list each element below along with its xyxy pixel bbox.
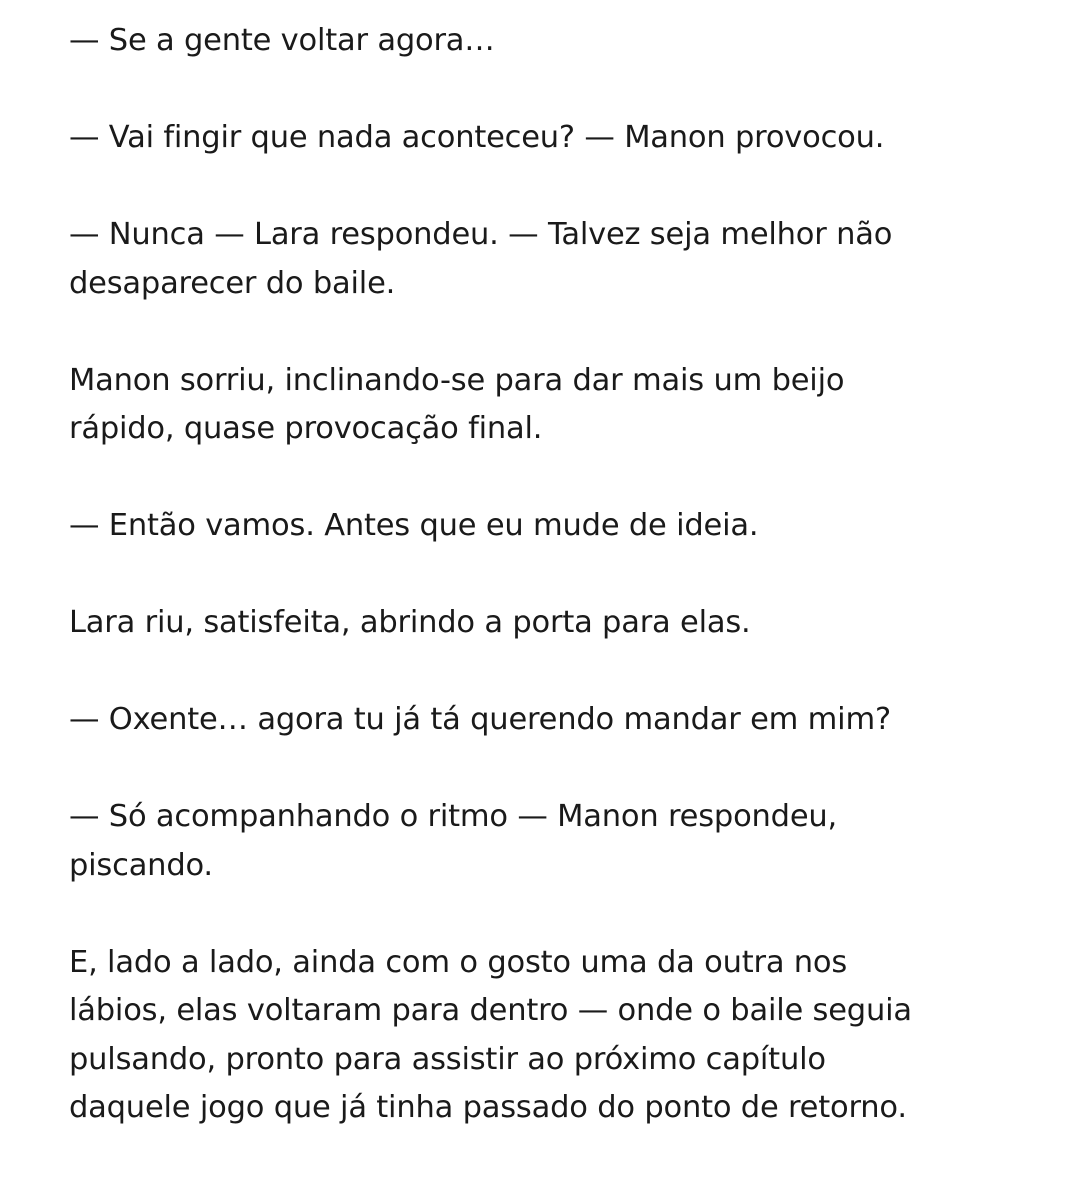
paragraph: — Então vamos. Antes que eu mude de ideia.: [69, 508, 759, 543]
paragraph: Manon sorriu, inclinando-se para dar mais um beijo rápido, quase provocação final.: [69, 362, 845, 446]
paragraph: Lara riu, satisfeita, abrindo a porta para elas.: [69, 605, 751, 640]
paragraph: — Só acompanhando o ritmo — Manon respondeu, piscando.: [69, 799, 838, 883]
story-text: [69, 17, 1004, 1133]
paragraph: — Se a gente voltar agora…: [69, 23, 495, 58]
paragraph: — Oxente… agora tu já tá querendo mandar em mim?: [69, 702, 891, 737]
paragraph: — Nunca — Lara respondeu. — Talvez seja melhor não desaparecer do baile.: [69, 217, 893, 301]
paragraph: — Vai fingir que nada aconteceu? — Manon provocou.: [69, 120, 885, 155]
paragraph: E, lado a lado, ainda com o gosto uma da outra nos lábios, elas voltaram para dentro — onde o baile seguia pulsando, pronto para assistir ao próximo capítulo daquele jogo que já tinha passado do ponto de retorno.: [69, 944, 912, 1125]
